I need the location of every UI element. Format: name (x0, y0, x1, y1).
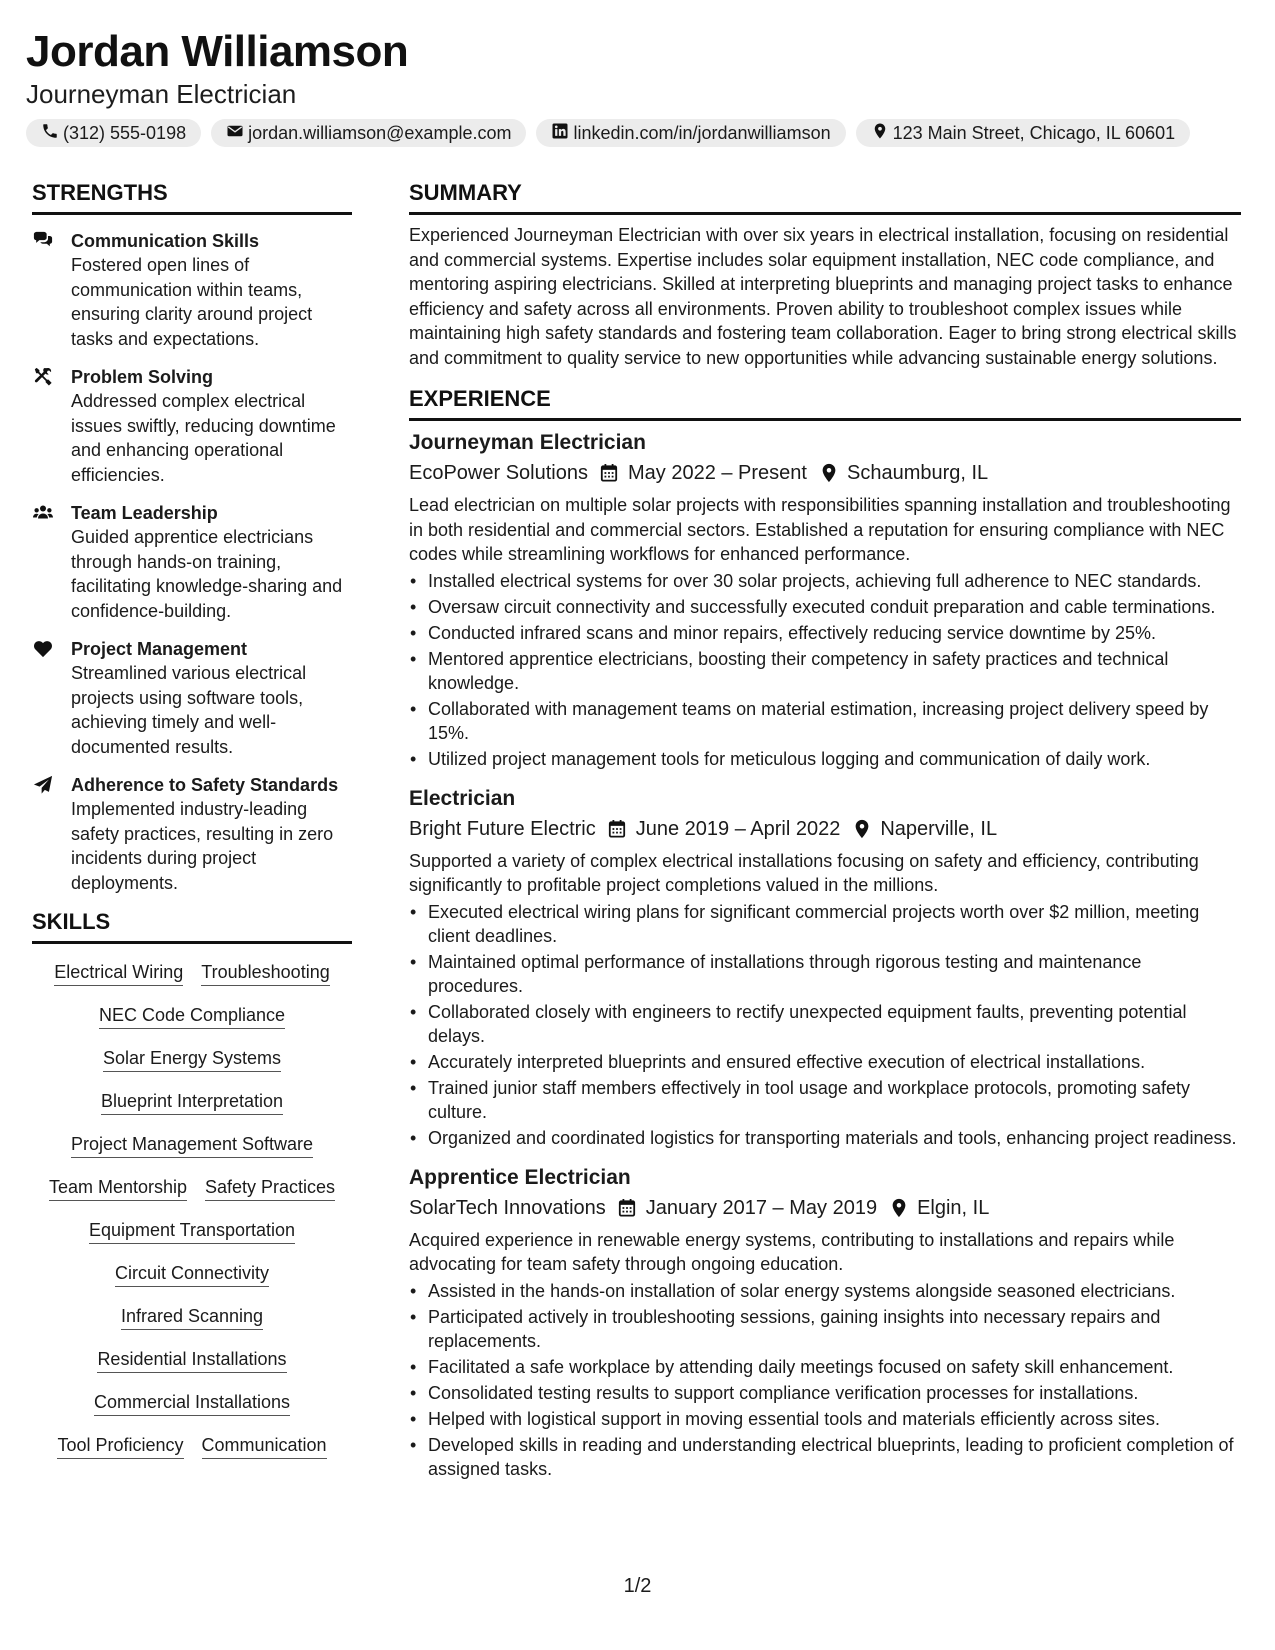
strength-description: Streamlined various electrical projects using software tools, achieving timely and well-documented results. (71, 663, 307, 757)
job-meta (409, 459, 1241, 487)
skill-tag: Team Mentorship (49, 1175, 187, 1201)
calendar-icon (618, 1198, 636, 1218)
strength-title: Problem Solving (71, 367, 214, 387)
bullet-item: • Collaborated closely with engineers to rectify unexpected equipment faults, preventing potential delays. (409, 1000, 1241, 1048)
left-column (32, 180, 352, 1459)
email-chip[interactable] (211, 119, 526, 147)
bullet-item: • Utilized project management tools for meticulous logging and communication of daily work. (409, 747, 1241, 771)
strength-description: Guided apprentice electricians through hands-on training, facilitating knowledge-sharing and confidence-building. (71, 527, 343, 621)
skill-tag: Safety Practices (205, 1175, 335, 1201)
bullet-item: • Mentored apprentice electricians, boosting their competency in safety practices and technical knowledge. (409, 647, 1241, 695)
candidate-name: Jordan Williamson (26, 27, 409, 76)
bullet-item: • Installed electrical systems for over 30 solar projects, achieving full adherence to NEC standards. (409, 569, 1241, 593)
job-role: Journeyman Electrician (409, 431, 646, 454)
skill-tag: Electrical Wiring (54, 960, 183, 986)
strengths-heading: STRENGTHS (32, 180, 352, 215)
strength-title: Communication Skills (71, 231, 260, 251)
paper-plane-icon (32, 773, 71, 895)
skill-tag: NEC Code Compliance (99, 1003, 285, 1029)
company-name: Bright Future Electric (409, 817, 596, 840)
phone-chip[interactable] (26, 119, 201, 147)
job-bullets (409, 1279, 1241, 1481)
contact-bar (26, 119, 1256, 147)
right-column (409, 180, 1241, 1483)
skill-tag: Commercial Installations (94, 1390, 290, 1416)
skill-tag: Project Management Software (71, 1132, 313, 1158)
skill-tag: Blueprint Interpretation (101, 1089, 283, 1115)
map-pin-icon (821, 463, 837, 483)
skill-tag: Infrared Scanning (121, 1304, 263, 1330)
experience-heading: EXPERIENCE (409, 386, 1241, 421)
job-meta (409, 1194, 1241, 1222)
calendar-icon (600, 463, 618, 483)
bullet-item: • Conducted infrared scans and minor repairs, effectively reducing service downtime by 25%. (409, 621, 1241, 645)
resume-header (26, 26, 1256, 147)
heart-icon (32, 637, 71, 759)
strength-title: Team Leadership (71, 503, 218, 523)
job-meta (409, 815, 1241, 843)
strength-item (32, 365, 352, 487)
strength-description: Implemented industry-leading safety practices, resulting in zero incidents during project deployments. (71, 799, 334, 893)
linkedin-url: linkedin.com/in/jordanwilliamson (573, 122, 831, 143)
bullet-item: • Maintained optimal performance of installations through rigorous testing and maintenance procedures. (409, 950, 1241, 998)
tools-icon (32, 365, 71, 487)
envelope-icon (226, 122, 244, 145)
skill-tag: Equipment Transportation (89, 1218, 295, 1244)
linkedin-chip[interactable] (536, 119, 845, 147)
strength-item (32, 501, 352, 623)
skill-tag: Solar Energy Systems (103, 1046, 281, 1072)
skills-list (32, 960, 352, 1459)
bullet-item: • Organized and coordinated logistics for transporting materials and tools, enhancing project readiness. (409, 1126, 1241, 1150)
map-pin-icon (871, 122, 889, 145)
job-description: Acquired experience in renewable energy systems, contributing to installations and repairs while advocating for team safety through ongoing education. (409, 1229, 1175, 1274)
job-location: Naperville, IL (880, 817, 998, 840)
job-entry (409, 429, 1241, 771)
skill-tag: Communication (202, 1433, 327, 1459)
phone-icon (41, 122, 59, 145)
skill-tag: Residential Installations (97, 1347, 286, 1373)
email-address: jordan.williamson@example.com (248, 122, 512, 143)
job-bullets (409, 569, 1241, 771)
strength-description: Addressed complex electrical issues swiftly, reducing downtime and enhancing operational efficiencies. (71, 391, 336, 485)
strength-item (32, 637, 352, 759)
comments-icon (32, 229, 71, 351)
bullet-item: • Collaborated with management teams on material estimation, increasing project delivery speed by 15%. (409, 697, 1241, 745)
bullet-item: • Executed electrical wiring plans for significant commercial projects worth over $2 million, meeting client deadlines. (409, 900, 1241, 948)
linkedin-icon (551, 122, 569, 145)
skill-tag: Circuit Connectivity (115, 1261, 269, 1287)
job-dates: January 2017 – May 2019 (645, 1196, 878, 1219)
skills-heading: SKILLS (32, 909, 352, 944)
address-chip[interactable] (856, 119, 1191, 147)
job-description: Lead electrician on multiple solar projects with responsibilities spanning installation and troubleshooting in both residential and commercial sectors. Established a reputation for ensuring compliance with NEC codes while streamlining workflows for enhanced performance. (409, 495, 1231, 564)
strength-item (32, 229, 352, 351)
bullet-item: • Participated actively in troubleshooting sessions, gaining insights into necessary repairs and replacements. (409, 1305, 1241, 1353)
strength-title: Adherence to Safety Standards (71, 775, 339, 795)
job-dates: May 2022 – Present (627, 462, 807, 484)
map-pin-icon (891, 1198, 907, 1218)
bullet-item: • Trained junior staff members effectively in tool usage and workplace protocols, promoting safety culture. (409, 1076, 1241, 1124)
map-pin-icon (854, 819, 870, 839)
job-location: Elgin, IL (917, 1196, 990, 1219)
company-name: EcoPower Solutions (409, 462, 588, 484)
job-entry (409, 1164, 1241, 1481)
bullet-item: • Developed skills in reading and understanding electrical blueprints, leading to proficient completion of assigned tasks. (409, 1433, 1241, 1481)
page-number: 1/2 (623, 1575, 652, 1597)
job-entry (409, 785, 1241, 1150)
job-role: Apprentice Electrician (409, 1165, 631, 1189)
strengths-list (32, 229, 352, 895)
job-bullets (409, 900, 1241, 1150)
job-description: Supported a variety of complex electrical installations focusing on safety and efficiency, contributing significantly to profitable project completions valued in the millions. (409, 850, 1199, 895)
users-icon (32, 501, 71, 623)
bullet-item: • Oversaw circuit connectivity and successfully executed conduit preparation and cable terminations. (409, 595, 1241, 619)
bullet-item: • Facilitated a safe workplace by attending daily meetings focused on safety skill enhancement. (409, 1355, 1241, 1379)
job-location: Schaumburg, IL (846, 462, 989, 484)
bullet-item: • Assisted in the hands-on installation of solar energy systems alongside seasoned electricians. (409, 1279, 1241, 1303)
strength-item (32, 773, 352, 895)
job-dates: June 2019 – April 2022 (635, 817, 841, 840)
company-name: SolarTech Innovations (409, 1196, 606, 1219)
calendar-icon (608, 819, 626, 839)
skill-tag: Tool Proficiency (57, 1433, 183, 1459)
bullet-item: • Consolidated testing results to support compliance verification processes for installations. (409, 1381, 1241, 1405)
bullet-item: • Accurately interpreted blueprints and ensured effective execution of electrical installations. (409, 1050, 1241, 1074)
street-address: 123 Main Street, Chicago, IL 60601 (892, 122, 1176, 143)
candidate-title: Journeyman Electrician (26, 79, 297, 109)
bullet-item: • Helped with logistical support in moving essential tools and materials efficiently across sites. (409, 1407, 1241, 1431)
job-role: Electrician (409, 786, 516, 810)
skill-tag: Troubleshooting (201, 960, 329, 986)
strength-title: Project Management (71, 639, 248, 659)
summary-text: Experienced Journeyman Electrician with over six years in electrical installation, focusing on residential and commercial systems. Expertise includes solar equipment installation, NEC code compliance, and mentoring aspiring electricians. Skilled at interpreting blueprints and managing project tasks to enhance efficiency and safety across all environments. Proven ability to troubleshoot complex issues while maintaining high safety standards and fostering team collaboration. Eager to bring strong electrical skills and commitment to quality service to new opportunities while advancing sustainable energy solutions. (409, 225, 1237, 368)
summary-heading: SUMMARY (409, 180, 1241, 215)
strength-description: Fostered open lines of communication within teams, ensuring clarity around project tasks and expectations. (71, 255, 313, 349)
phone-number: (312) 555-0198 (63, 122, 187, 143)
